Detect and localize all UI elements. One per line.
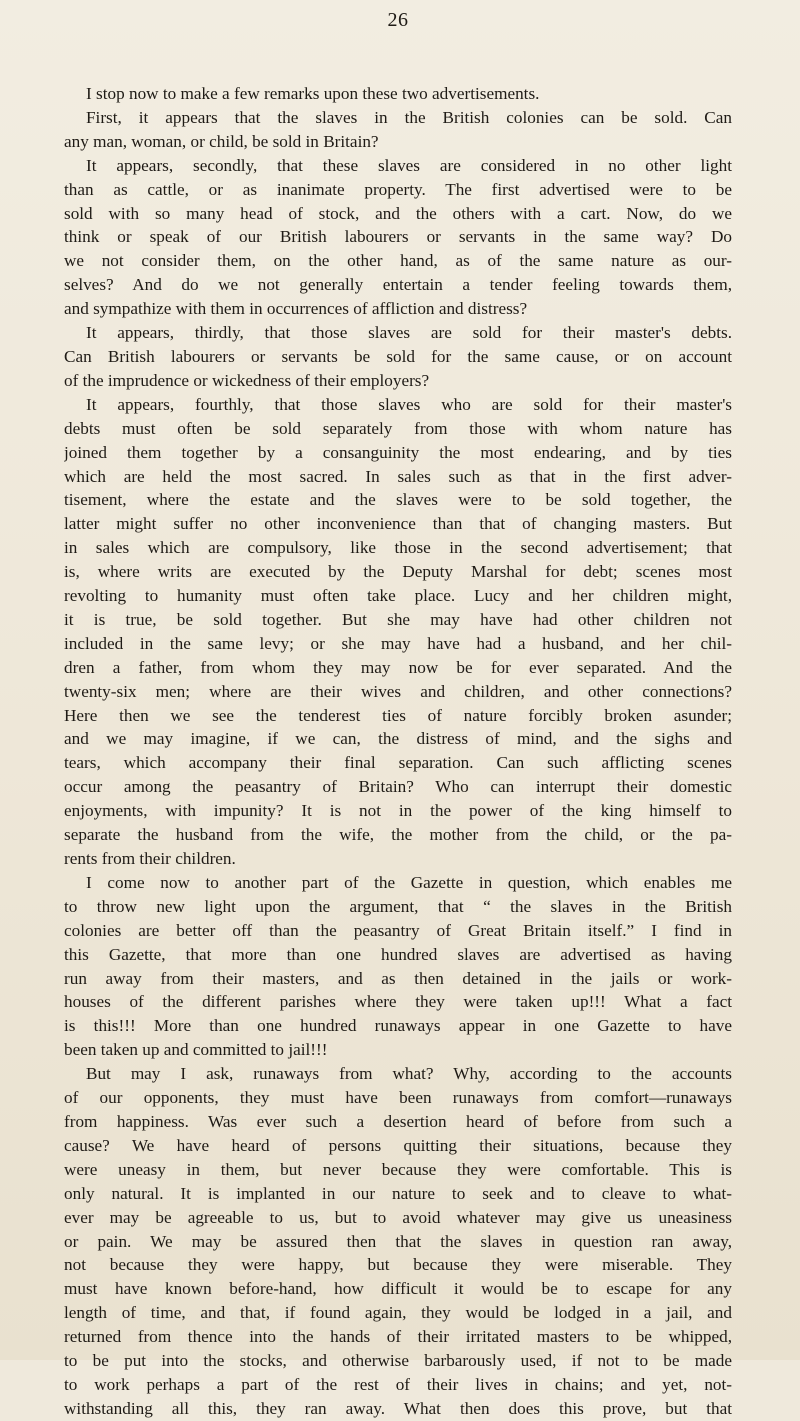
text-line: in sales which are compulsory, like those in the second advertisement; that	[64, 538, 732, 558]
text-line: colonies are better off than the peasantry of Great Britain itself.” I find in	[64, 920, 732, 940]
text-line: twenty-six men; where are their wives and children, and other connections?	[64, 681, 732, 701]
text-line: and we may imagine, if we can, the distress of mind, and the sighs and	[64, 729, 732, 749]
text-line: It appears, secondly, that these slaves are considered in no other light	[86, 155, 732, 175]
text-line: to work perhaps a part of the rest of their lives in chains; and yet, not-	[64, 1374, 732, 1394]
text-line: returned from thence into the hands of their irritated masters to be whipped,	[64, 1327, 732, 1347]
text-line: tisement, where the estate and the slaves were to be sold together, the	[64, 490, 732, 510]
text-line: and sympathize with them in occurrences of affliction and distress?	[64, 299, 528, 319]
text-line: than as cattle, or as inanimate property. The first advertised were to be	[64, 179, 732, 199]
text-line: this Gazette, that more than one hundred slaves are advertised as having	[64, 944, 732, 964]
text-line: of the imprudence or wickedness of their employers?	[64, 370, 430, 390]
text-line: First, it appears that the slaves in the British colonies can be sold. Can	[86, 107, 732, 127]
text-line: to throw new light upon the argument, that “ the slaves in the British	[64, 896, 732, 916]
text-line: revolting to humanity must often take place. Lucy and her children might,	[64, 586, 732, 606]
text-line: Here then we see the tenderest ties of nature forcibly broken asunder;	[64, 705, 732, 725]
text-line: is this!!! More than one hundred runaways appear in one Gazette to have	[64, 1016, 732, 1036]
text-line: is, where writs are executed by the Deputy Marshal for debt; scenes most	[64, 562, 732, 582]
text-line: ever may be agreeable to us, but to avoid whatever may give us uneasiness	[64, 1207, 732, 1227]
text-line: enjoyments, with impunity? It is not in the power of the king himself to	[64, 801, 732, 821]
text-line: Can British labourers or servants be sold for the same cause, or on account	[64, 346, 732, 366]
text-line: cause? We have heard of persons quitting their situations, because they	[64, 1135, 732, 1155]
text-line: latter might suffer no other inconvenience than that of changing masters. But	[64, 514, 732, 534]
text-line: tears, which accompany their final separation. Can such afflicting scenes	[64, 753, 732, 773]
body-text	[64, 82, 732, 1421]
text-line: to be put into the stocks, and otherwise barbarously used, if not to be made	[64, 1351, 732, 1371]
text-line: It appears, fourthly, that those slaves who are sold for their master's	[86, 394, 732, 414]
text-line: length of time, and that, if found again, they would be lodged in a jail, and	[64, 1303, 732, 1323]
text-line: But may I ask, runaways from what? Why, according to the accounts	[86, 1064, 732, 1084]
text-line: only natural. It is implanted in our nature to seek and to cleave to what-	[64, 1183, 732, 1203]
text-line: rents from their children.	[64, 849, 236, 868]
text-line: were uneasy in them, but never because they were comfortable. This is	[64, 1159, 732, 1179]
text-line: selves? And do we not generally entertain a tender feeling towards them,	[64, 275, 732, 295]
text-line: included in the same levy; or she may have had a husband, and her chil-	[64, 633, 732, 653]
text-line: joined them together by a consanguinity the most endearing, and by ties	[64, 442, 732, 462]
text-line: dren a father, from whom they may now be for ever separated. And the	[64, 657, 732, 677]
text-line: or pain. We may be assured then that the slaves in question ran away,	[64, 1231, 732, 1251]
text-line: of our opponents, they must have been runaways from comfort—runaways	[64, 1088, 732, 1108]
text-line: been taken up and committed to jail!!!	[64, 1040, 328, 1060]
text-line: sold with so many head of stock, and the others with a cart. Now, do we	[64, 203, 732, 223]
text-line: It appears, thirdly, that those slaves are sold for their master's debts.	[86, 323, 732, 343]
text-line: I stop now to make a few remarks upon these two advertisements.	[86, 84, 540, 103]
text-line: think or speak of our British labourers or servants in the same way? Do	[64, 227, 732, 247]
text-line: must have known before-hand, how difficult it would be to escape for any	[64, 1279, 732, 1299]
text-line: we not consider them, on the other hand, as of the same nature as our-	[64, 251, 732, 271]
text-line: not because they were happy, but because they were miserable. They	[64, 1255, 732, 1275]
text-line: debts must often be sold separately from those with whom nature has	[64, 418, 732, 438]
text-line: which are held the most sacred. In sales such as that in the first adver-	[64, 466, 732, 486]
text-line: withstanding all this, they ran away. What then does this prove, but that	[64, 1398, 732, 1418]
text-line: separate the husband from the wife, the mother from the child, or the pa-	[64, 825, 732, 845]
text-line: I come now to another part of the Gazette in question, which enables me	[86, 872, 732, 892]
text-line: any man, woman, or child, be sold in Britain?	[64, 131, 379, 151]
text-line: from happiness. Was ever such a desertion heard of before from such a	[64, 1111, 732, 1131]
text-line: it is true, be sold together. But she may have had other children not	[64, 609, 732, 629]
page-number: 26	[387, 9, 409, 31]
text-line: occur among the peasantry of Britain? Who can interrupt their domestic	[64, 777, 732, 797]
text-line: run away from their masters, and as then detained in the jails or work-	[64, 968, 732, 988]
text-line: houses of the different parishes where they were taken up!!! What a fact	[64, 992, 732, 1012]
